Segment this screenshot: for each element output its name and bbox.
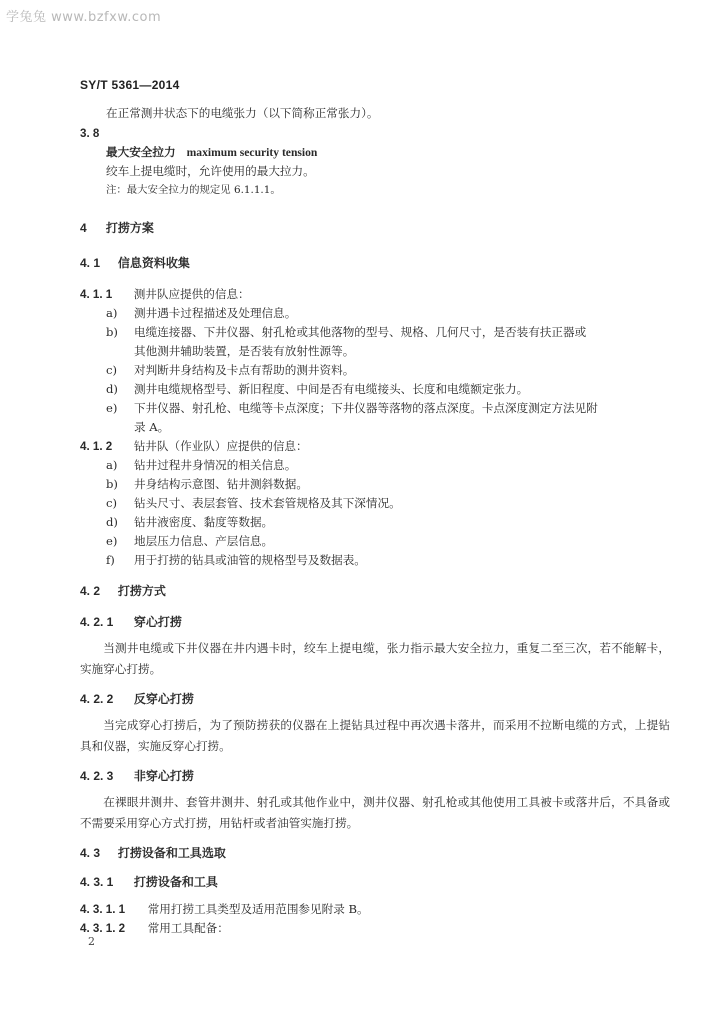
clause-number: 4. 3. 1. 1	[80, 903, 126, 916]
list-label: f)	[106, 553, 115, 567]
clause-3-8	[80, 124, 670, 143]
watermark: 学兔兔 www.bzfxw.com	[6, 10, 162, 25]
list-label: d)	[106, 382, 118, 396]
list-item	[80, 380, 670, 399]
document-page	[80, 78, 670, 938]
clause-number: 4. 3. 1	[80, 875, 114, 889]
list-item	[80, 342, 670, 361]
clause-number: 4. 1. 1	[80, 288, 113, 301]
list-item	[80, 361, 670, 380]
list-item	[80, 418, 670, 437]
chapter-4-heading	[80, 219, 670, 238]
list-text: 钻头尺寸、表层套管、技术套管规格及其下深情况。	[134, 496, 401, 510]
section-4-2-heading	[80, 582, 670, 601]
list-label: a)	[106, 306, 118, 320]
list-text: 测井遇卡过程描述及处理信息。	[134, 306, 297, 320]
section-title: 打捞方式	[117, 584, 166, 598]
list-text: 录 A。	[134, 420, 170, 434]
clause-4-2-2-heading	[80, 690, 670, 709]
section-number: 4. 1	[80, 256, 101, 270]
section-number: 4. 2	[80, 584, 101, 598]
clause-4-2-2-text: 当完成穿心打捞后，为了预防捞获的仪器在上提钻具过程中再次遇卡落井，而采用不拉断电缆的方式，上提钻具和仪器，实施反穿心打捞。	[80, 718, 670, 753]
list-4-1-2	[80, 456, 670, 570]
clause-text: 常用打捞工具类型及适用范围参见附录 B。	[147, 902, 369, 916]
clause-text: 常用工具配备：	[147, 921, 229, 935]
list-text: 对判断井身结构及卡点有帮助的测井资料。	[134, 363, 355, 377]
section-text: 在正常测井状态下的电缆张力（以下简称正常张力）。	[106, 106, 379, 120]
section-number: 4. 3	[80, 846, 101, 860]
list-item	[80, 513, 670, 532]
list-text: 其他测井辅助装置，是否装有放射性源等。	[134, 344, 355, 358]
clause-title: 反穿心打捞	[133, 692, 194, 706]
clause-number: 4. 2. 3	[80, 769, 114, 783]
list-label: e)	[106, 401, 118, 415]
list-label	[106, 342, 134, 361]
list-text: 钻井液密度、黏度等数据。	[134, 515, 274, 529]
term-note: 注：最大安全拉力的规定见 6.1.1.1。	[106, 184, 281, 196]
chapter-title: 打捞方案	[105, 221, 154, 235]
section-4-3-heading	[80, 844, 670, 863]
clause-number: 4. 3. 1. 2	[80, 922, 126, 935]
list-item	[80, 532, 670, 551]
list-label	[106, 418, 134, 437]
list-text: 下井仪器、射孔枪、电缆等卡点深度；下井仪器等落物的落点深度。卡点深度测定方法见附	[134, 401, 598, 415]
clause-title: 测井队应提供的信息：	[133, 287, 250, 301]
list-label: a)	[106, 458, 118, 472]
list-text: 井身结构示意图、钻井测斜数据。	[134, 477, 308, 491]
clause-title: 钻井队（作业队）应提供的信息：	[133, 439, 308, 453]
term-title-cn: 最大安全拉力	[106, 145, 176, 159]
list-text: 地层压力信息、产层信息。	[134, 534, 274, 548]
page-number: 2	[88, 935, 95, 948]
chapter-number: 4	[80, 221, 87, 235]
clause-number: 4. 2. 2	[80, 692, 114, 706]
list-label: c)	[106, 496, 118, 510]
term-title-en: maximum security tension	[186, 146, 318, 159]
clause-4-2-1-heading	[80, 613, 670, 632]
term-definition: 绞车上提电缆时，允许使用的最大拉力。	[106, 164, 315, 178]
list-text: 钻井过程井身情况的相关信息。	[134, 458, 297, 472]
clause-title: 打捞设备和工具	[133, 875, 218, 889]
clause-number: 3. 8	[80, 127, 100, 140]
clause-4-2-1-text: 当测井电缆或下井仪器在井内遇卡时，绞车上提电缆，张力指示最大安全拉力，重复二至三次，若不能解卡，实施穿心打捞。	[80, 641, 670, 676]
clause-4-2-3-text: 在裸眼井测井、套管井测井、射孔或其他作业中，测井仪器、射孔枪或其他使用工具被卡或落井后，不具备或不需要采用穿心方式打捞，用钻杆或者油管实施打捞。	[80, 795, 670, 830]
list-4-1-1	[80, 304, 670, 437]
clause-4-1-1	[80, 285, 670, 304]
list-label: e)	[106, 534, 118, 548]
clause-4-3-1-1	[80, 900, 670, 919]
list-item	[80, 399, 670, 418]
list-item	[80, 475, 670, 494]
list-label: b)	[106, 325, 118, 339]
clause-number: 4. 2. 1	[80, 615, 114, 629]
list-item	[80, 494, 670, 513]
section-title: 信息资料收集	[117, 256, 190, 270]
list-label: c)	[106, 363, 118, 377]
clause-4-2-3-heading	[80, 767, 670, 786]
list-label: b)	[106, 477, 118, 491]
clause-title: 穿心打捞	[133, 615, 182, 629]
list-text: 用于打捞的钻具或油管的规格型号及数据表。	[134, 553, 366, 567]
list-item	[80, 304, 670, 323]
standard-header: SY/T 5361—2014	[80, 78, 180, 92]
list-item	[80, 323, 670, 342]
list-label: d)	[106, 515, 118, 529]
clause-number: 4. 1. 2	[80, 440, 113, 453]
list-text: 电缆连接器、下井仪器、射孔枪或其他落物的型号、规格、几何尺寸，是否装有扶正器或	[134, 325, 587, 339]
section-4-1-heading	[80, 254, 670, 273]
term-title	[80, 143, 670, 162]
clause-4-3-1-2	[80, 919, 670, 938]
clause-4-3-1-heading	[80, 873, 670, 892]
list-item	[80, 551, 670, 570]
clause-4-1-2	[80, 437, 670, 456]
list-item	[80, 456, 670, 475]
section-title: 打捞设备和工具选取	[117, 846, 226, 860]
clause-title: 非穿心打捞	[133, 769, 194, 783]
list-text: 测井电缆规格型号、新旧程度、中间是否有电缆接头、长度和电缆额定张力。	[134, 382, 529, 396]
